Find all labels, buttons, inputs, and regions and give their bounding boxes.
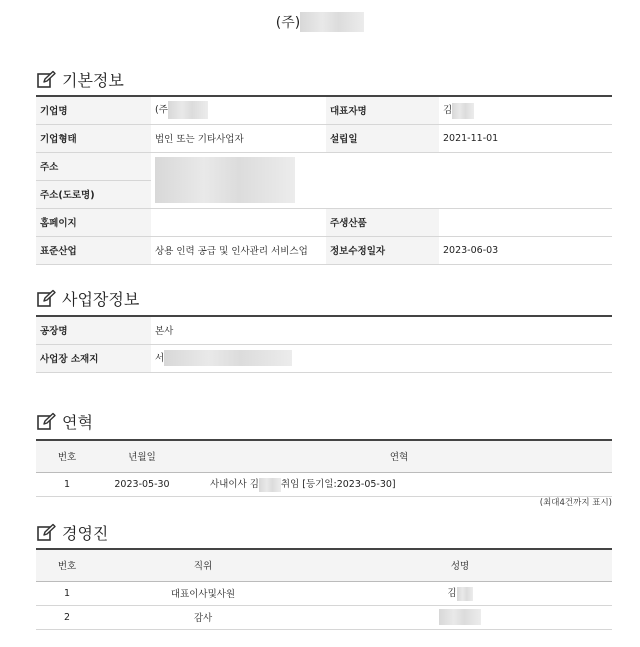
address-value-cell: [151, 152, 612, 208]
redacted-block: [164, 350, 292, 366]
col-name: 성명: [308, 549, 612, 581]
row-date: 2023-05-30: [98, 472, 186, 496]
edit-icon: [36, 289, 56, 309]
col-no: 번호: [36, 549, 98, 581]
ceo-value-cell: [439, 96, 612, 124]
event-prefix: 사내이사 김: [210, 479, 259, 491]
table-row: [36, 344, 612, 372]
table-row: [36, 236, 612, 264]
redacted-block: [155, 157, 295, 203]
location-value: 서: [155, 352, 165, 364]
row-no: 1: [36, 472, 98, 496]
product-label: 주생산품: [326, 208, 439, 236]
row-name-cell: [308, 605, 612, 629]
section-title: 연혁: [62, 413, 93, 432]
location-value-cell: [151, 344, 612, 372]
edit-icon: [36, 523, 56, 543]
table-header-row: [36, 440, 612, 472]
edit-icon: [36, 412, 56, 432]
col-position: 직위: [98, 549, 308, 581]
table-row: [36, 581, 612, 605]
history-table: [36, 439, 612, 497]
section-basic-heading: [36, 68, 124, 91]
history-note: (최대4건까지 표시): [539, 498, 612, 508]
redacted-block: [168, 101, 208, 119]
event-suffix: 취임 [등기일:2023-05-30]: [280, 479, 396, 491]
row-name: 김: [447, 588, 457, 600]
road-address-label: 주소(도로명): [36, 180, 151, 208]
col-event: 연혁: [186, 440, 612, 472]
redacted-block: [259, 478, 281, 492]
table-row: [36, 208, 612, 236]
updated-value: 2023-06-03: [439, 236, 612, 264]
table-row: [36, 316, 612, 344]
section-workplace-heading: [36, 287, 139, 310]
col-no: 번호: [36, 440, 98, 472]
product-value: [439, 208, 612, 236]
type-value: 법인 또는 기타사업자: [151, 124, 326, 152]
redacted-block: [457, 587, 473, 601]
section-title: 경영진: [62, 524, 109, 543]
section-executives-heading: [36, 521, 108, 544]
table-header-row: [36, 549, 612, 581]
founded-value: 2021-11-01: [439, 124, 612, 152]
table-row: [36, 124, 612, 152]
table-row: [36, 472, 612, 496]
factory-value: 본사: [151, 316, 612, 344]
row-position: 감사: [98, 605, 308, 629]
factory-label: 공장명: [36, 316, 151, 344]
industry-label: 표준산업: [36, 236, 151, 264]
ceo-label: 대표자명: [326, 96, 439, 124]
ceo-value: 김: [443, 105, 453, 116]
redacted-block: [439, 609, 481, 625]
company-value: (주: [155, 104, 168, 116]
redacted-block: [452, 103, 474, 119]
table-row: [36, 96, 612, 124]
row-event: [186, 472, 612, 496]
address-label: 주소: [36, 152, 151, 180]
page-title: [0, 12, 640, 32]
section-title: 사업장정보: [62, 290, 140, 309]
col-date: 년월일: [98, 440, 186, 472]
location-label: 사업장 소재지: [36, 344, 151, 372]
executives-table: [36, 548, 612, 630]
redacted-block: [300, 12, 364, 32]
row-name-cell: [308, 581, 612, 605]
homepage-value: [151, 208, 326, 236]
section-title: 기본정보: [62, 71, 124, 90]
type-label: 기업형태: [36, 124, 151, 152]
company-title: (주): [275, 15, 301, 31]
updated-label: 정보수정일자: [326, 236, 439, 264]
edit-icon: [36, 70, 56, 90]
founded-label: 설립일: [326, 124, 439, 152]
workplace-table: [36, 315, 612, 373]
company-label: 기업명: [36, 96, 151, 124]
row-no: 2: [36, 605, 98, 629]
homepage-label: 홈페이지: [36, 208, 151, 236]
industry-value: 상용 인력 공급 및 인사관리 서비스업: [151, 236, 326, 264]
table-row: [36, 152, 612, 180]
row-position: 대표이사및사원: [98, 581, 308, 605]
row-no: 1: [36, 581, 98, 605]
basic-info-table: [36, 95, 612, 265]
table-row: [36, 605, 612, 629]
company-value-cell: [151, 96, 326, 124]
section-history-heading: [36, 410, 93, 433]
